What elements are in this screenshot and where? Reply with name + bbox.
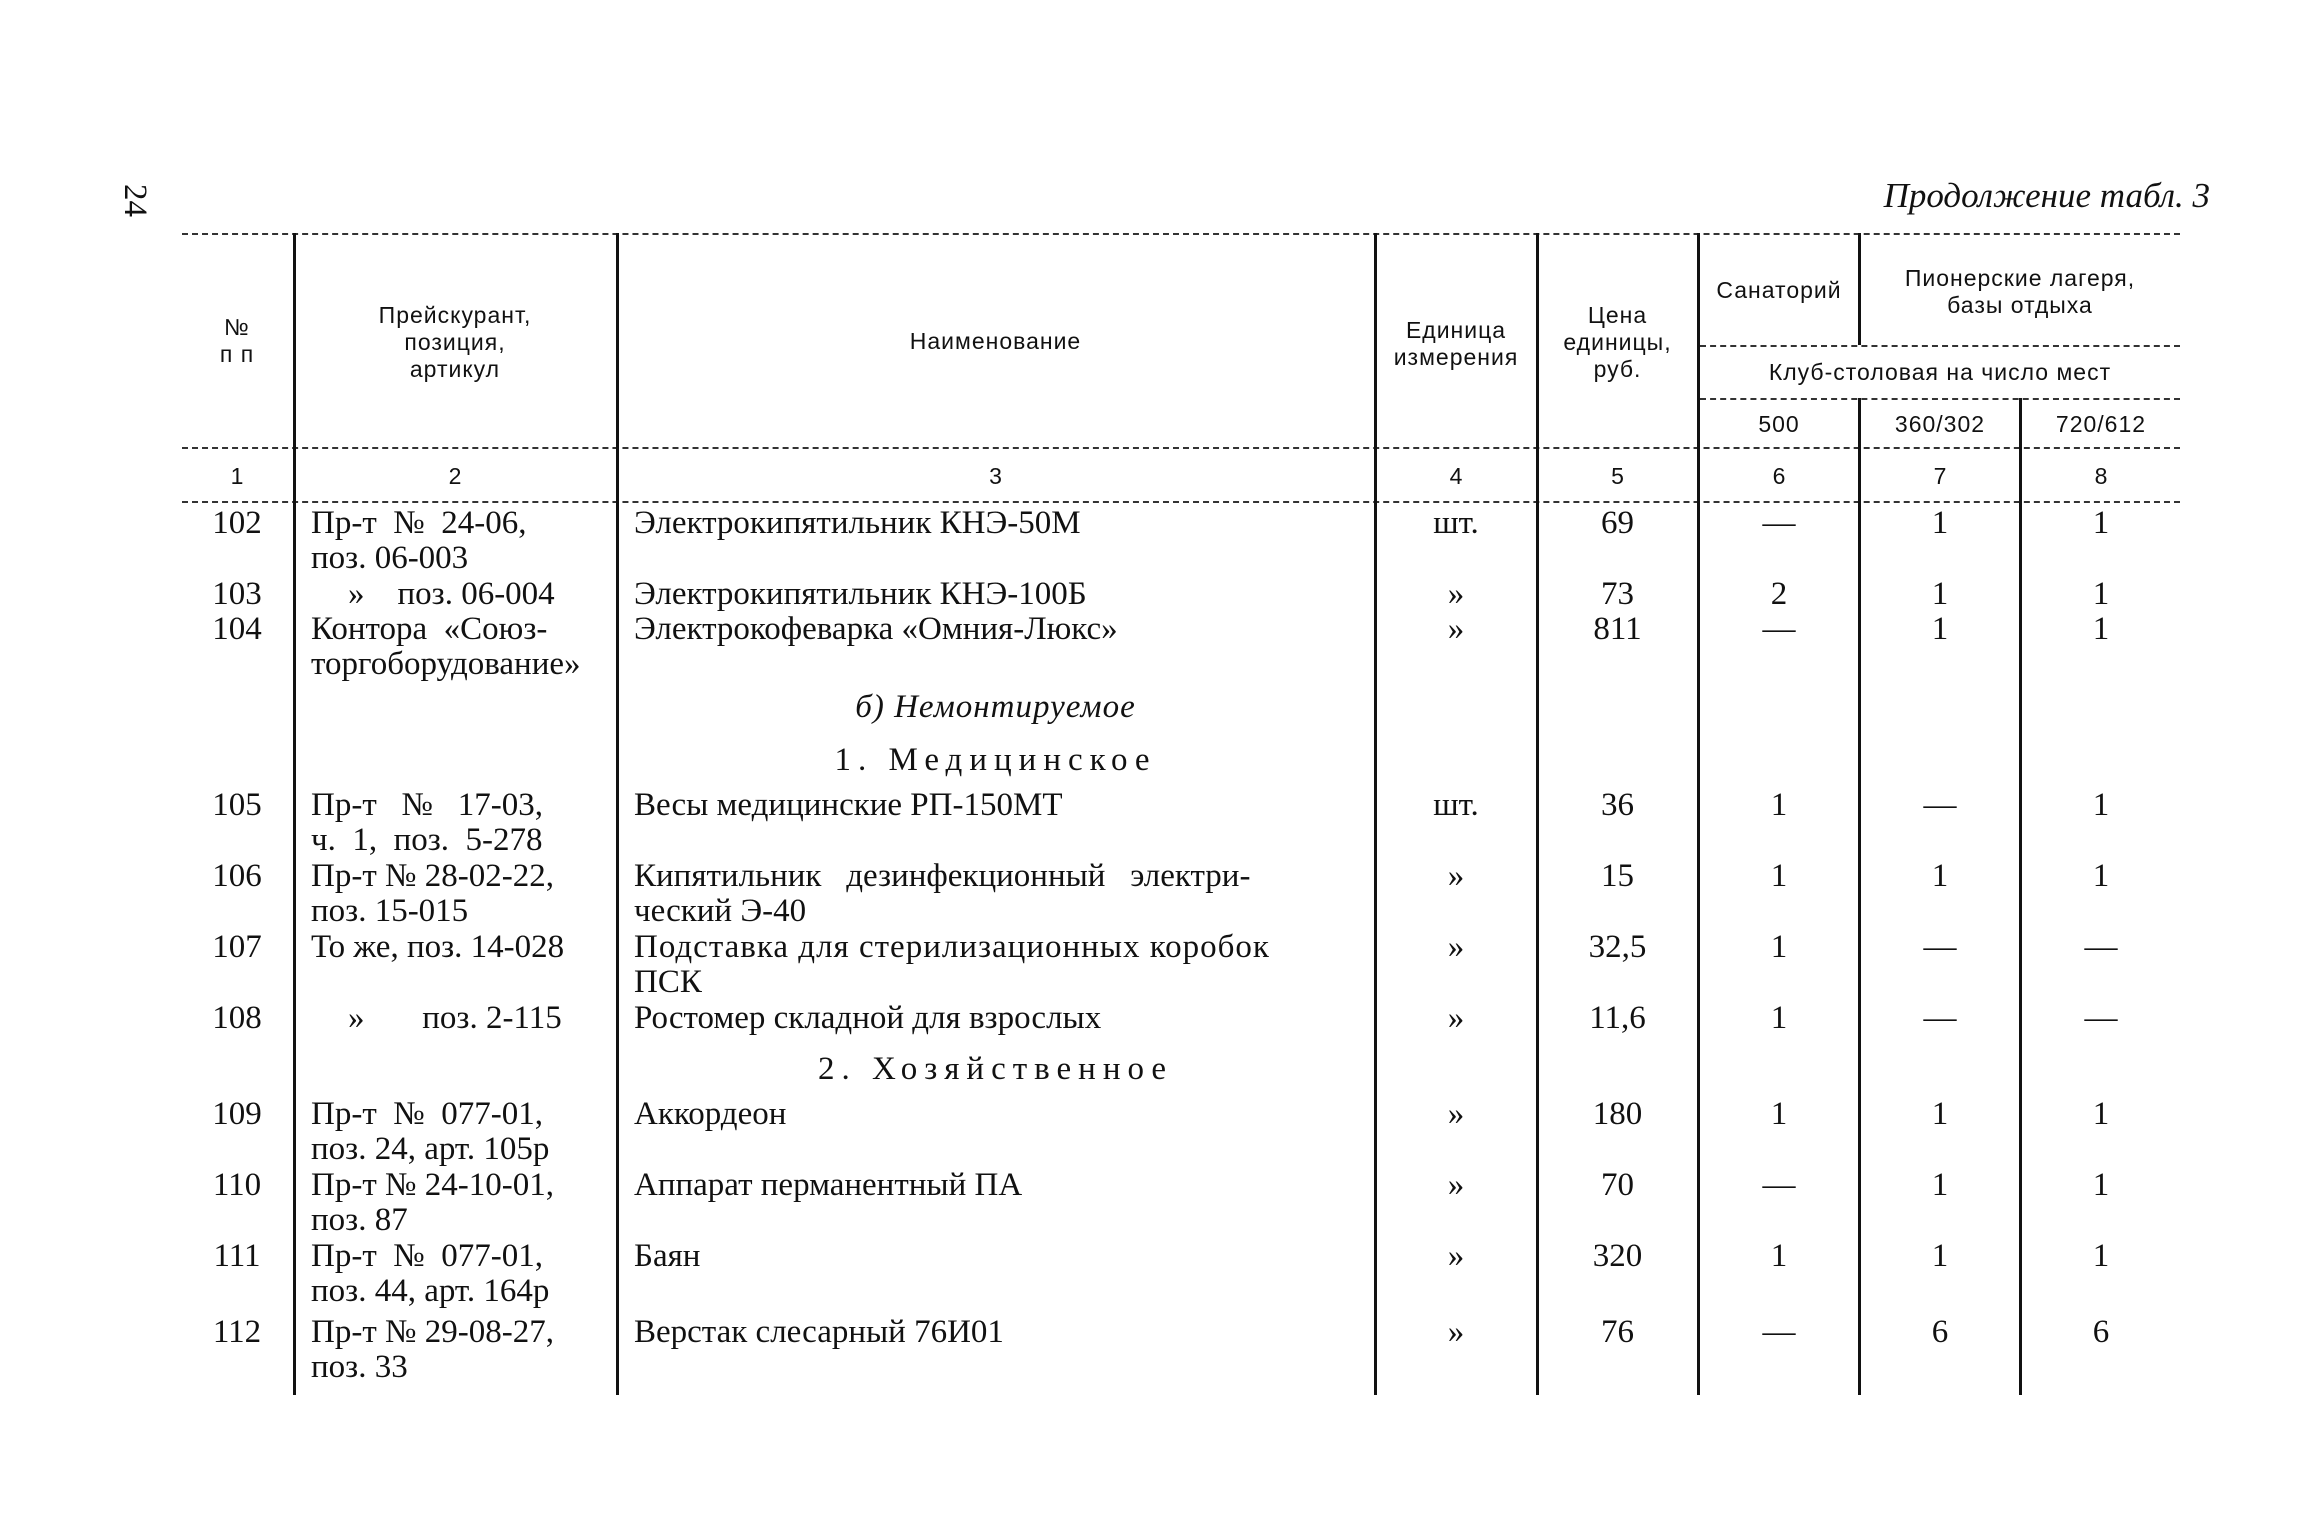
col-number-4: 4 (1449, 463, 1463, 489)
row-number: 105 (212, 787, 262, 823)
row-name: Аппарат перманентный ПА (634, 1167, 1023, 1203)
row-col7: 1 (1931, 576, 1949, 612)
col-number-3: 3 (989, 463, 1002, 489)
header-sanatorium: Санаторий (1716, 277, 1842, 303)
page-number: 24 (117, 184, 153, 217)
row-col6: 1 (1770, 929, 1788, 965)
row-col6: 1 (1770, 1000, 1788, 1036)
row-price: 76 (1601, 1314, 1634, 1350)
row-name: Электрокипятильник КНЭ-50М (634, 505, 1081, 541)
row-col7: 1 (1931, 1096, 1949, 1132)
row-col6: — (1762, 1314, 1796, 1350)
header-camps-line1: Пионерские лагеря, (1904, 265, 2136, 291)
header-price-line1: Цена (1587, 302, 1648, 328)
col-number-5: 5 (1611, 463, 1624, 489)
row-col8: 1 (2092, 1096, 2110, 1132)
section-medical: 1. Медицинское (834, 742, 1157, 778)
row-col8: 1 (2092, 787, 2110, 823)
col-number-1: 1 (230, 463, 244, 489)
row-price: 320 (1592, 1238, 1643, 1274)
row-col8: 1 (2092, 505, 2110, 541)
row-pricelist-line1: Контора «Союз- (311, 611, 548, 647)
row-number: 110 (212, 1167, 262, 1203)
row-col7: — (1923, 929, 1957, 965)
header-pricelist (296, 302, 614, 383)
header-no-line2: п п (219, 341, 255, 367)
row-name: Электрокипятильник КНЭ-100Б (634, 576, 1087, 612)
header-cap-360: 360/302 (1894, 411, 1986, 437)
section-household: 2. Хозяйственное (817, 1051, 1174, 1087)
row-col7: 6 (1931, 1314, 1949, 1350)
row-unit: шт. (1433, 787, 1479, 823)
row-pricelist-line1: Пр-т № 24-10-01, (311, 1167, 554, 1203)
row-pricelist-line1: Пр-т № 24-06, (311, 505, 527, 541)
row-pricelist-line2: поз. 44, арт. 164р (311, 1273, 550, 1309)
row-price: 180 (1592, 1096, 1643, 1132)
row-col8: 1 (2092, 611, 2110, 647)
row-pricelist-line2: поз. 24, арт. 105р (311, 1131, 550, 1167)
row-price: 32,5 (1588, 929, 1647, 965)
row-number: 108 (212, 1000, 262, 1036)
table-continuation-title: Продолжение табл. 3 (1883, 176, 2210, 215)
row-col8: 1 (2092, 1167, 2110, 1203)
row-unit: » (1447, 611, 1465, 647)
row-name-line1: Подставка для стерилизационных коробок (634, 929, 1270, 965)
row-number: 102 (212, 505, 262, 541)
row-name: Электрокофеварка «Омния-Люкс» (634, 611, 1118, 647)
col-number-8: 8 (2094, 463, 2108, 489)
row-price: 70 (1601, 1167, 1634, 1203)
row-pricelist-line2: поз. 33 (311, 1349, 408, 1385)
row-name: Аккордеон (634, 1096, 787, 1132)
header-price-line2: единицы, (1563, 329, 1672, 355)
row-col6: — (1762, 1167, 1796, 1203)
row-pricelist-line2: торгоборудование» (311, 646, 581, 682)
col-number-2: 2 (448, 463, 462, 489)
row-name: Баян (634, 1238, 701, 1274)
row-col8: 1 (2092, 858, 2110, 894)
header-pricelist-line1: Прейскурант, (378, 302, 532, 328)
row-col6: — (1762, 611, 1796, 647)
row-col7: 1 (1931, 1238, 1949, 1274)
row-name: Верстак слесарный 76И01 (634, 1314, 1004, 1350)
row-price: 69 (1601, 505, 1634, 541)
row-pricelist-line2: поз. 87 (311, 1202, 408, 1238)
row-price: 811 (1593, 611, 1642, 647)
header-cap-500: 500 (1758, 411, 1800, 437)
row-unit: » (1447, 858, 1465, 894)
row-name-line2: ПСК (634, 964, 702, 1000)
row-pricelist-line1: Пр-т № 17-03, (311, 787, 543, 823)
header-price-line3: руб. (1593, 356, 1642, 382)
row-pricelist-line1: Пр-т № 28-02-22, (311, 858, 554, 894)
row-pricelist-line2: поз. 15-015 (311, 893, 469, 929)
row-col7: 1 (1931, 858, 1949, 894)
row-number: 111 (213, 1238, 261, 1274)
row-pricelist-line1: » поз. 2-115 (348, 1000, 562, 1036)
header-club: Клуб-столовая на число мест (1768, 359, 2112, 385)
header-price (1539, 302, 1696, 383)
row-col6: 1 (1770, 787, 1788, 823)
section-non-mounted: б) Немонтируемое (855, 689, 1136, 725)
row-col7: 1 (1931, 505, 1949, 541)
row-col8: 1 (2092, 1238, 2110, 1274)
row-unit: » (1447, 1238, 1465, 1274)
row-price: 36 (1601, 787, 1634, 823)
row-pricelist-line1: Пр-т № 077-01, (311, 1238, 543, 1274)
row-col6: 1 (1770, 1096, 1788, 1132)
row-number: 112 (212, 1314, 262, 1350)
row-number: 103 (212, 576, 262, 612)
row-pricelist-line1: Пр-т № 29-08-27, (311, 1314, 554, 1350)
row-col8: 6 (2092, 1314, 2110, 1350)
header-no (182, 314, 292, 368)
row-col6: — (1762, 505, 1796, 541)
row-unit: » (1447, 1096, 1465, 1132)
row-col8: — (2084, 929, 2118, 965)
row-col8: — (2084, 1000, 2118, 1036)
row-price: 11,6 (1589, 1000, 1646, 1036)
row-unit: » (1447, 576, 1465, 612)
row-number: 104 (212, 611, 262, 647)
row-pricelist-line1: » поз. 06-004 (348, 576, 555, 612)
row-name-line1: Кипятильник дезинфекционный электри- (634, 858, 1251, 894)
header-cap-720: 720/612 (2055, 411, 2147, 437)
row-name: Ростомер складной для взрослых (634, 1000, 1102, 1036)
header-unit-line1: Единица (1405, 317, 1507, 343)
header-pricelist-line3: артикул (409, 356, 501, 382)
col-number-7: 7 (1933, 463, 1947, 489)
row-col7: — (1923, 787, 1957, 823)
row-number: 109 (212, 1096, 262, 1132)
row-name: Весы медицинские РП-150МТ (634, 787, 1063, 823)
row-pricelist-line2: ч. 1, поз. 5-278 (311, 822, 543, 858)
header-no-line1: № (224, 314, 250, 340)
row-col6: 1 (1770, 1238, 1788, 1274)
col-number-6: 6 (1772, 463, 1786, 489)
row-pricelist-line2: поз. 06-003 (311, 540, 469, 576)
header-camps-line2: базы отдыха (1947, 292, 2093, 318)
row-name-line2: ческий Э-40 (634, 893, 807, 929)
row-unit: » (1447, 1000, 1465, 1036)
row-col7: 1 (1931, 611, 1949, 647)
row-col7: 1 (1931, 1167, 1949, 1203)
row-number: 107 (212, 929, 262, 965)
header-unit (1377, 317, 1535, 371)
row-price: 15 (1601, 858, 1634, 894)
row-number: 106 (212, 858, 262, 894)
row-col6: 1 (1770, 858, 1788, 894)
row-col8: 1 (2092, 576, 2110, 612)
header-name: Наименование (909, 328, 1082, 354)
row-unit: » (1447, 1167, 1465, 1203)
row-price: 73 (1601, 576, 1634, 612)
header-camps (1861, 265, 2179, 319)
row-col6: 2 (1770, 576, 1788, 612)
row-unit: » (1447, 1314, 1465, 1350)
row-pricelist-line1: Пр-т № 077-01, (311, 1096, 543, 1132)
row-unit: шт. (1433, 505, 1479, 541)
header-unit-line2: измерения (1393, 344, 1519, 370)
header-pricelist-line2: позиция, (404, 329, 506, 355)
row-col7: — (1923, 1000, 1957, 1036)
row-pricelist-line1: То же, поз. 14-028 (311, 929, 565, 965)
row-unit: » (1447, 929, 1465, 965)
